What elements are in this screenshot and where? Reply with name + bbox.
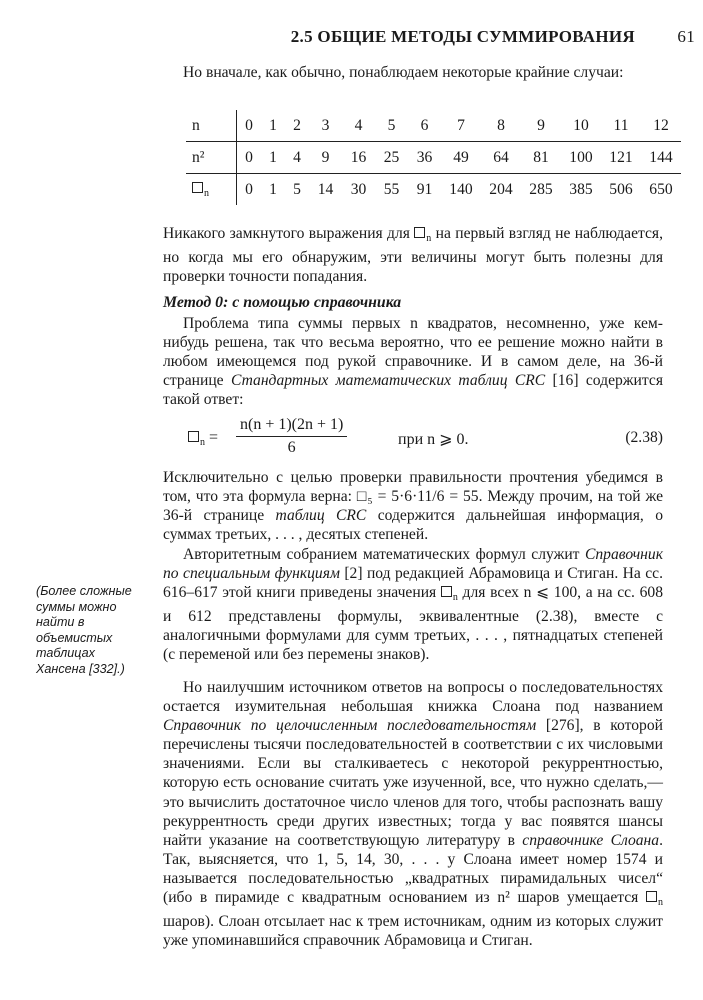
- values-table-grid: [186, 110, 681, 205]
- cell-box-n: 204: [489, 180, 513, 198]
- cell-n-squared: 4: [285, 142, 309, 174]
- cell-box-n: 91: [416, 180, 433, 198]
- paragraph-sloane: Но наилучшим источником ответов на вопросы о последовательностях остается изумительная небольшая книжка Слоана под названием Справочник по целочисленным последовательностям [276], в которой перечислены тысячи последовательностей в соответствии с их числовыми значениями. Если вы сталкиваетесь с некоторой рекуррентностью, которую есть основание считать уже изученной, все, что нужно сделать,— это вычислить достаточное число членов для того, чтобы распознать вашу рекуррентность среди других известных; тогда у вас появятся шансы найти указание на соответствующую литературу в справочнике Слоана. Так, выясняется, что 1, 5, 14, 30, . . . у Слоана имеет номер 1574 и называется последовательностью „квадратных пирамидальных чисел“ (ибо в пирамиде с квадратным основанием из n² шаров умещается $_n$ шаров). Слоан отсылает нас к трем источникам, одним из которых служит уже упоминавшийся справочник Абрамовица и Стиган.: [163, 679, 663, 950]
- box-symbol-icon: [188, 431, 199, 442]
- cell-n-squared: 25: [375, 142, 408, 174]
- cell-n: 11: [601, 110, 641, 142]
- cell-n: 5: [375, 110, 408, 142]
- formula-check: □₅ = 5·6·11/6 = 55.: [356, 488, 483, 506]
- cell-n: 1: [261, 110, 285, 142]
- paragraph-no-closed-form: Никакого замкнутого выражения для $_n$ на первый взгляд не наблюдается, но когда мы его обнаружим, эти величины могут быть полезны для проверки точности попадания.: [163, 225, 663, 286]
- table-row: [186, 142, 681, 174]
- intro-paragraph: [163, 63, 663, 82]
- cell-n-squared: 0: [237, 142, 262, 174]
- cell-box-n: 55: [383, 180, 400, 198]
- cell-n: 8: [481, 110, 521, 142]
- cell-n: 2: [285, 110, 309, 142]
- cell-box-n: 285: [529, 180, 553, 198]
- cell-box-n: 650: [649, 180, 673, 198]
- row-label-n-squared: n²: [186, 142, 237, 174]
- margin-note: (Более сложные суммы можно найти в объемистых таблицах Хансена [332].): [36, 584, 132, 676]
- paragraph-handbook: Проблема типа суммы первых n квадратов, несомненно, уже кем-нибудь решена, так что весьма вероятно, что ее решение можно найти в любом имеющемся под рукой справочнике. И в самом деле, на 36-й странице Стандартных математических таблиц CRC [16] содержится такой ответ:: [163, 315, 664, 409]
- cell-n: 4: [342, 110, 375, 142]
- method-0-heading: Метод 0: с помощью справочника: [163, 294, 402, 311]
- cell-box-n: 140: [449, 180, 473, 198]
- cell-n-squared: 49: [441, 142, 481, 174]
- formula-2-38: [188, 416, 663, 464]
- formula-numerator: n(n + 1)(2n + 1): [236, 416, 347, 437]
- cell-n-squared: 64: [481, 142, 521, 174]
- cell-n: 6: [408, 110, 441, 142]
- formula-lhs: $_n$ =: [188, 429, 218, 448]
- row-label-n: n: [186, 110, 237, 142]
- cell-box-n: 385: [569, 180, 593, 198]
- values-table: [186, 110, 681, 205]
- running-header: [40, 27, 695, 49]
- cell-n: 3: [309, 110, 342, 142]
- cell-box-n: 5: [293, 180, 301, 198]
- row-label-box-n: n: [186, 174, 237, 206]
- cell-box-n: 1: [269, 180, 277, 198]
- cell-n-squared: 9: [309, 142, 342, 174]
- cell-n-squared: 81: [521, 142, 561, 174]
- cell-box-n: 30: [350, 180, 367, 198]
- box-symbol-icon: [414, 227, 425, 238]
- cell-n-squared: 121: [601, 142, 641, 174]
- box-symbol-icon: [646, 891, 657, 902]
- cell-n-squared: 16: [342, 142, 375, 174]
- cell-n: 10: [561, 110, 601, 142]
- cell-n: 7: [441, 110, 481, 142]
- cell-n: 0: [237, 110, 262, 142]
- cell-n-squared: 100: [561, 142, 601, 174]
- table-row: [186, 174, 681, 206]
- formula-condition: при n ⩾ 0.: [398, 431, 469, 448]
- box-symbol-icon: [192, 182, 203, 193]
- cell-box-n: 506: [609, 180, 633, 198]
- page-number: 61: [677, 27, 695, 46]
- box-symbol-icon: [441, 586, 452, 597]
- intro-text: Но вначале, как обычно, понаблюдаем некоторые крайние случаи:: [183, 64, 624, 81]
- cell-n: 12: [641, 110, 681, 142]
- cell-box-n: 14: [317, 180, 334, 198]
- equation-number: (2.38): [625, 429, 663, 446]
- formula-denominator: 6: [287, 439, 296, 456]
- cell-n: 9: [521, 110, 561, 142]
- paragraph-abramowitz: Авторитетным собранием математических формул служит Справочник по специальным функциям [2] под редакцией Абрамовица и Стиган. На сс. 616–617 этой книги приведены значения $_n$ для всех n ⩽ 100, а на сс. 608 и 612 представлены формулы, эквивалентные (2.38), вместе с аналогичными формулами для сумм третьих, . . . , пятнадцатых степеней (с переменой или без перемены знаков).: [163, 546, 663, 664]
- section-title: 2.5 ОБЩИЕ МЕТОДЫ СУММИРОВАНИЯ: [290, 27, 635, 46]
- cell-n-squared: 144: [641, 142, 681, 174]
- formula-fraction: [236, 416, 347, 457]
- cell-n-squared: 36: [408, 142, 441, 174]
- cell-n-squared: 1: [261, 142, 285, 174]
- table-row: [186, 110, 681, 142]
- paragraph-check: Исключительно с целью проверки правильности прочтения убедимся в том, что эта формула верна: □₅ = 5·6·11/6 = 55. Между прочим, на той же 36-й странице таблиц CRC содержится дальнейшая информация, о суммах третьих, . . . , десятых степеней.: [163, 469, 664, 544]
- cell-box-n: 0: [245, 180, 253, 198]
